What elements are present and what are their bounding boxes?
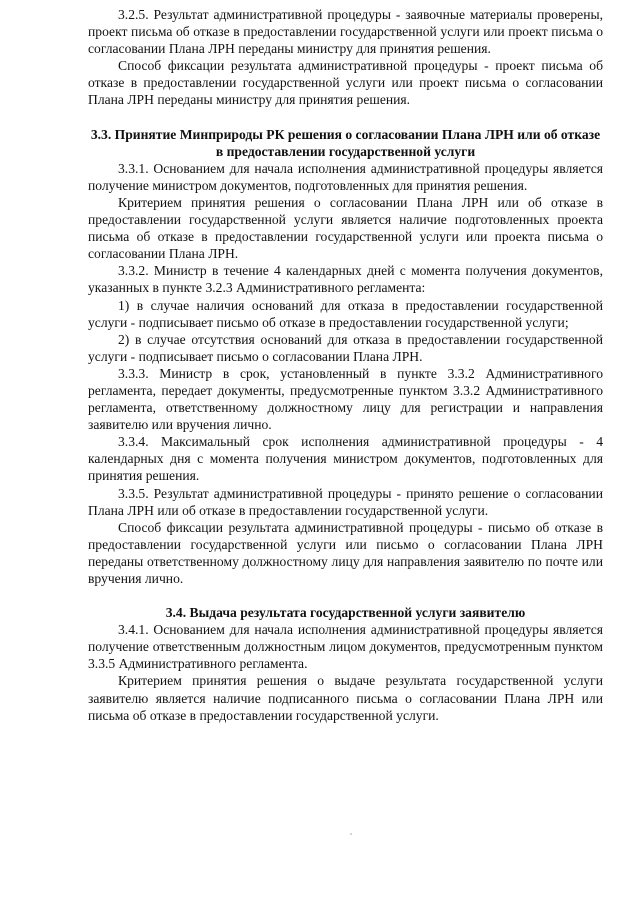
paragraph-3-3-4: 3.3.4. Максимальный срок исполнения административной процедуры - 4 календарных дня с момента получения министром документов, подготовленных для принятия решения.	[88, 434, 603, 484]
heading-3-4: 3.4. Выдача результата государственной услуги заявителю	[165, 605, 526, 621]
paragraph-3-3-1: 3.3.1. Основанием для начала исполнения административной процедуры является получение министром документов, подготовленных для принятия решения.	[88, 160, 603, 193]
list-item-2: 2) в случае отсутствия оснований для отказа в предоставлении государственной услуги - подписывает письмо о согласовании Плана ЛРН.	[88, 331, 603, 364]
paragraph-3-4-criteria: Критерием принятия решения о выдаче результата государственной услуги заявителю является наличие подписанного письма о согласовании Плана ЛРН или письма об отказе в предоставлении государственной услуги.	[88, 673, 603, 723]
paragraph-3-3-fixation: Способ фиксации результата административной процедуры - письмо об отказе в предоставлении государственной услуги или письмо о согласовании Плана ЛРН переданы ответственному должностному лицу для направления заявителю по почте или вручения лично.	[88, 519, 603, 586]
paragraph-3-3-2: 3.3.2. Министр в течение 4 календарных дней с момента получения документов, указанных в пункте 3.2.3 Административного регламента:	[88, 263, 603, 296]
paragraph-3-3-criteria: Критерием принятия решения о согласовании Плана ЛРН или об отказе в предоставлении государственной услуги является наличие подготовленных проекта письма об отказе в предоставлении государственной услуги или проекта письма о согласовании Плана ЛРН.	[88, 194, 603, 262]
paragraph-3-3-5: 3.3.5. Результат административной процедуры - принято решение о согласовании Плана ЛРН или об отказе в предоставлении государственной услуги.	[88, 485, 603, 518]
scan-speck	[350, 833, 352, 835]
paragraph-3-2-5: 3.2.5. Результат административной процедуры - заявочные материалы проверены, проект письма об отказе в предоставлении государственной услуги или проект письма о согласовании Плана ЛРН переданы министру для принятия решения.	[88, 7, 603, 57]
paragraph-3-2-fixation: Способ фиксации результата административной процедуры - проект письма об отказе в предоставлении государственной услуги или проект письма о согласовании Плана ЛРН переданы министру для принятия решения.	[88, 58, 603, 108]
list-item-1: 1) в случае наличия оснований для отказа в предоставлении государственной услуги - подписывает письмо об отказе в предоставлении государственной услуги;	[88, 297, 603, 330]
paragraph-3-4-1: 3.4.1. Основанием для начала исполнения административной процедуры является получение ответственным должностным лицом документов, предусмотренным пунктом 3.3.5 Административного регламента.	[88, 622, 603, 672]
paragraph-3-3-3: 3.3.3. Министр в срок, установленный в пункте 3.3.2 Административного регламента, передает документы, предусмотренные пунктом 3.3.2 Административного регламента, ответственному должностному лицу для регистрации и направления заявителю или вручения лично.	[88, 365, 603, 433]
heading-3-3: 3.3. Принятие Минприроды РК решения о согласовании Плана ЛРН или об отказе в предоставлении государственной услуги	[90, 126, 601, 159]
document-page	[88, 0, 603, 724]
